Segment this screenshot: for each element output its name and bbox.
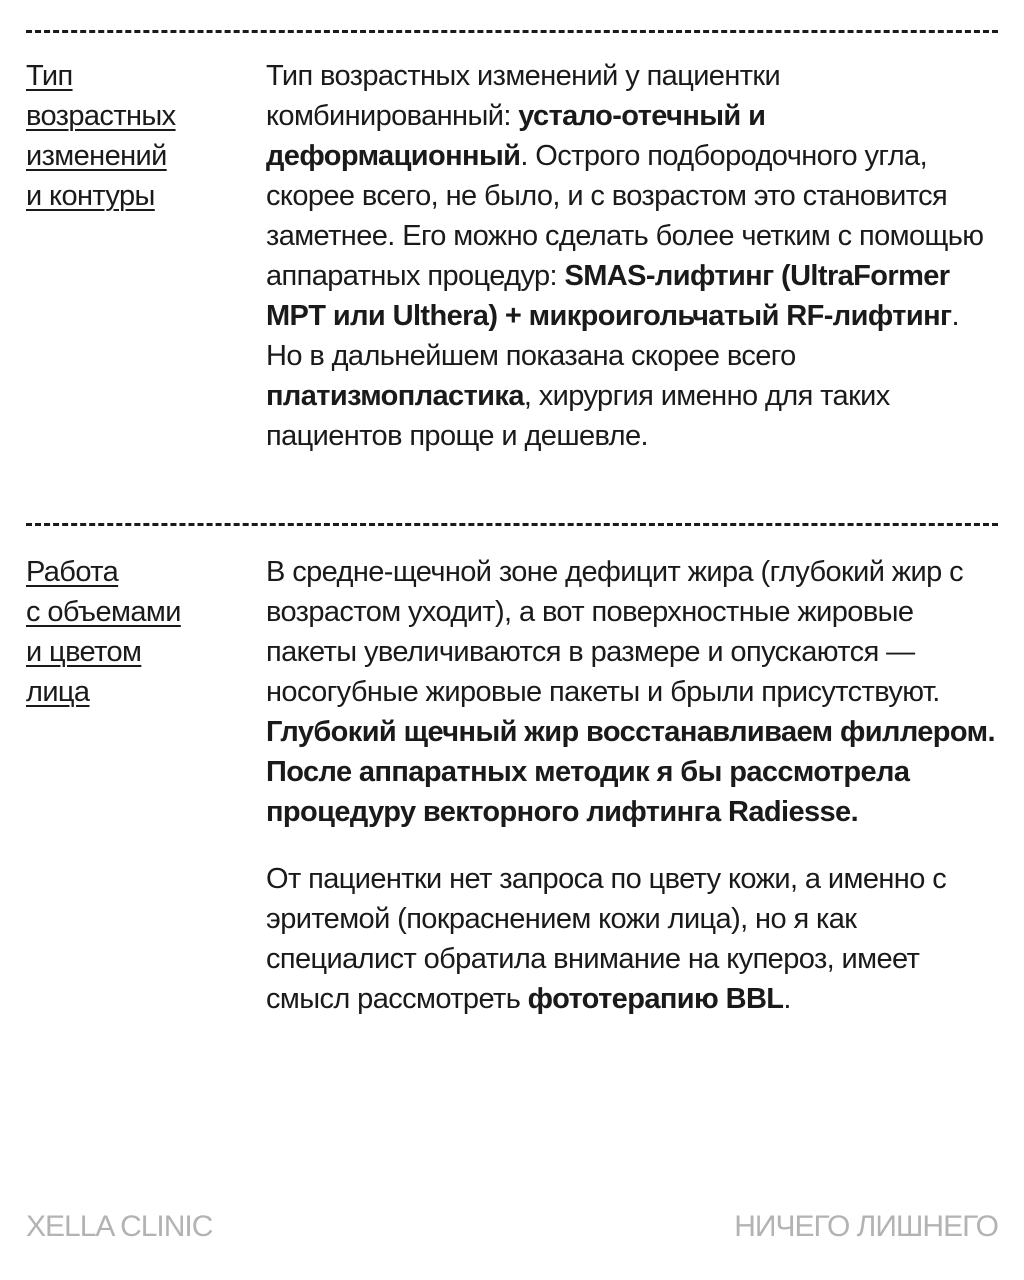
label-line: и цветом [26, 636, 142, 668]
dashed-divider-middle [26, 523, 998, 526]
text-run: Тип возрастных изменений у пациентки комбинированный: [266, 60, 781, 132]
section-body-volume-color [266, 552, 996, 1019]
dashed-divider-top [26, 30, 998, 33]
label-line: лица [26, 676, 90, 708]
text-run-bold: устало-отечный и деформационный [266, 100, 766, 172]
section-body-age-changes [266, 56, 996, 456]
text-run: В средне-щечной зоне дефицит жира (глубокий жир с возрастом уходит), а вот поверхностные жировые пакеты увеличиваются в размере и опускаются — носогубные жировые пакеты и брыли присутствуют. [266, 556, 964, 708]
text-run: . [783, 983, 791, 1015]
text-run-bold: платизмопластика [266, 380, 524, 412]
label-line: Тип [26, 60, 73, 92]
text-run: . Острого подбородочного угла, скорее всего, не было, и с возрастом это становится заметнее. Его можно сделать более четким с помощью аппаратных процедур: [266, 140, 984, 292]
paragraph [266, 859, 996, 1019]
paragraph [266, 552, 996, 832]
text-run: . Но в дальнейшем показана скорее всего [266, 300, 959, 372]
footer-brand: XELLA CLINIC [26, 1210, 213, 1243]
label-line: Работа [26, 556, 119, 588]
label-line: и контуры [26, 180, 155, 212]
text-run-bold: Глубокий щечный жир восстанавливаем филлером. После аппаратных методик я бы рассмотрела процедуру векторного лифтинга Radiesse. [266, 716, 995, 828]
label-line: возрастных [26, 100, 176, 132]
text-run-bold: SMAS-лифтинг (UltraFormer MPT или Ulthera) + микроигольчатый RF-лифтинг [266, 260, 952, 332]
section-label-volume-color[interactable] [26, 552, 241, 712]
text-run: От пациентки нет запроса по цвету кожи, а именно с эритемой (покраснением кожи лица), но я как специалист обратила внимание на купероз, имеет смысл рассмотреть [266, 863, 947, 1015]
text-run-bold: фототерапию BBL [527, 983, 784, 1015]
section-label-age-changes[interactable] [26, 56, 241, 216]
paragraph [266, 56, 996, 456]
footer-tagline: НИЧЕГО ЛИШНЕГО [734, 1210, 998, 1243]
text-run: , хирургия именно для таких пациентов проще и дешевле. [266, 380, 890, 452]
label-line: с объемами [26, 596, 181, 628]
label-line: изменений [26, 140, 167, 172]
